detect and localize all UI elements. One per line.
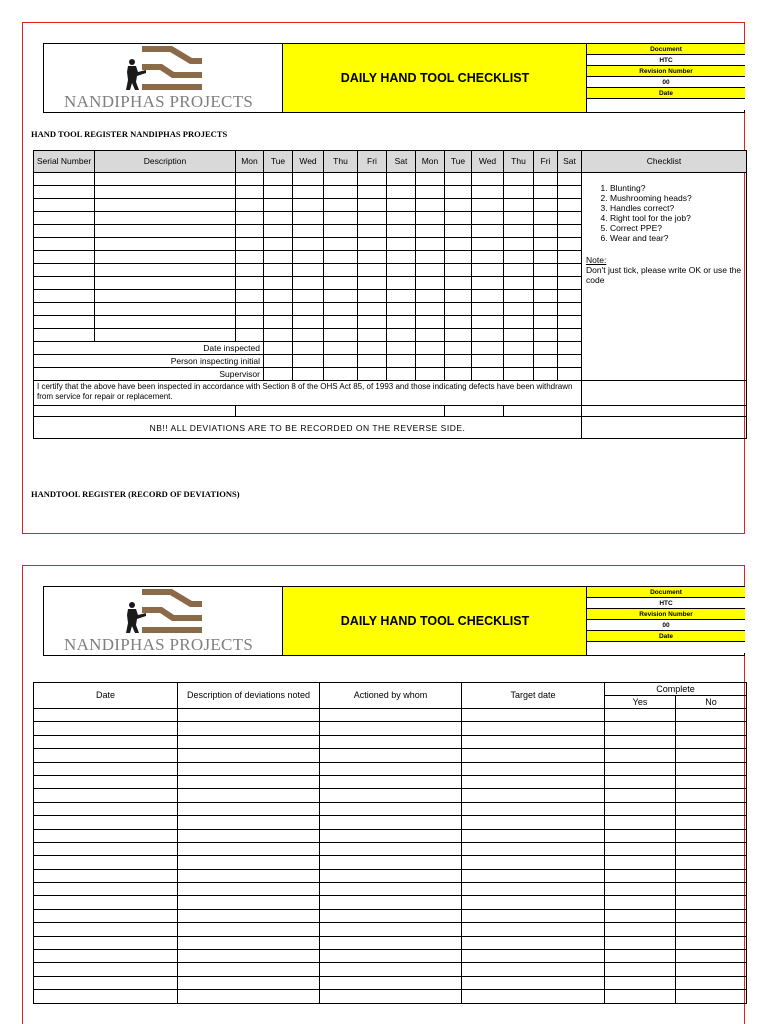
date-value <box>587 642 745 653</box>
checklist-items <box>586 183 743 243</box>
day-header: Sat <box>387 151 416 173</box>
deviations-page <box>22 565 745 1024</box>
document-value: HTC <box>587 55 745 66</box>
date-label: Date <box>587 88 745 99</box>
description-header: Description <box>95 151 236 173</box>
complete-header: Complete <box>605 683 747 696</box>
table-row <box>34 990 747 1003</box>
table-row <box>34 936 747 949</box>
checklist-item: 6. Wear and tear? <box>610 233 743 243</box>
actioned-by-header: Actioned by whom <box>320 683 462 709</box>
document-header <box>43 43 745 113</box>
table-row <box>34 963 747 976</box>
date-value <box>587 99 745 110</box>
form-title: DAILY HAND TOOL CHECKLIST <box>282 44 587 112</box>
deviations-table <box>33 682 747 1004</box>
table-row <box>34 923 747 936</box>
table-row <box>34 829 747 842</box>
certification-row <box>34 381 747 406</box>
description-header: Description of deviations noted <box>178 683 320 709</box>
deviations-title: HANDTOOL REGISTER (RECORD OF DEVIATIONS) <box>31 489 240 499</box>
company-logo <box>44 587 282 655</box>
checklist-item: 5. Correct PPE? <box>610 223 743 233</box>
day-header: Fri <box>358 151 387 173</box>
checklist-item: 2. Mushrooming heads? <box>610 193 743 203</box>
table-row <box>34 816 747 829</box>
nb-notice: NB!! ALL DEVIATIONS ARE TO BE RECORDED ON THE REVERSE SIDE. <box>34 417 582 439</box>
hand-tool-register-table <box>33 150 747 439</box>
person-inspecting-label: Person inspecting initial <box>34 355 264 368</box>
checklist-item: 4. Right tool for the job? <box>610 213 743 223</box>
date-label: Date <box>587 631 745 642</box>
day-header: Tue <box>445 151 472 173</box>
document-info <box>586 44 745 112</box>
day-header: Wed <box>472 151 504 173</box>
table-row <box>34 789 747 802</box>
day-header: Mon <box>236 151 264 173</box>
table-row <box>34 762 747 775</box>
signature-row <box>34 406 747 417</box>
table-row <box>34 883 747 896</box>
date-inspected-label: Date inspected <box>34 342 264 355</box>
register-title: HAND TOOL REGISTER NANDIPHAS PROJECTS <box>31 129 228 139</box>
table-row <box>34 856 747 869</box>
table-row <box>34 869 747 882</box>
document-info <box>586 587 745 655</box>
document-label: Document <box>587 587 745 598</box>
target-date-header: Target date <box>462 683 605 709</box>
day-header: Mon <box>416 151 445 173</box>
day-header: Thu <box>324 151 358 173</box>
certification-text: I certify that the above have been inspected in accordance with Section 8 of the OHS Act 85, of 1993 and those indicating defects have been withdrawn from service for repair or replacement. <box>34 381 582 406</box>
supervisor-label: Supervisor <box>34 368 264 381</box>
no-header: No <box>676 696 747 709</box>
table-row <box>34 976 747 989</box>
day-header: Tue <box>264 151 293 173</box>
table-row <box>34 722 747 735</box>
document-header <box>43 586 745 656</box>
table-row <box>34 802 747 815</box>
note-text: Don't just tick, please write OK or use the code <box>586 265 742 285</box>
table-row <box>34 896 747 909</box>
company-logo <box>44 44 282 112</box>
revision-label: Revision Number <box>587 609 745 620</box>
table-row <box>34 842 747 855</box>
yes-header: Yes <box>605 696 676 709</box>
table-row <box>34 749 747 762</box>
deviations-header-row <box>34 683 747 696</box>
company-name: NANDIPHAS PROJECTS <box>64 635 254 654</box>
table-row <box>34 735 747 748</box>
nb-row <box>34 417 747 439</box>
day-header: Thu <box>504 151 534 173</box>
checklist-page <box>22 22 745 534</box>
checklist-item: 3. Handles correct? <box>610 203 743 213</box>
document-value: HTC <box>587 598 745 609</box>
checklist-item: 1. Blunting? <box>610 183 743 193</box>
form-title: DAILY HAND TOOL CHECKLIST <box>282 587 587 655</box>
serial-number-header: Serial Number <box>34 151 95 173</box>
company-name: NANDIPHAS PROJECTS <box>64 92 254 111</box>
note-label: Note: <box>586 255 607 265</box>
revision-value: 00 <box>587 620 745 631</box>
table-row <box>34 950 747 963</box>
day-header: Sat <box>558 151 582 173</box>
date-header: Date <box>34 683 178 709</box>
table-row <box>34 173 747 186</box>
table-row <box>34 775 747 788</box>
checklist-header: Checklist <box>582 151 747 173</box>
revision-label: Revision Number <box>587 66 745 77</box>
day-header: Wed <box>293 151 324 173</box>
checklist-cell <box>582 173 747 381</box>
table-row <box>34 709 747 722</box>
day-header: Fri <box>534 151 558 173</box>
register-header-row <box>34 151 747 173</box>
table-row <box>34 909 747 922</box>
document-label: Document <box>587 44 745 55</box>
revision-value: 00 <box>587 77 745 88</box>
